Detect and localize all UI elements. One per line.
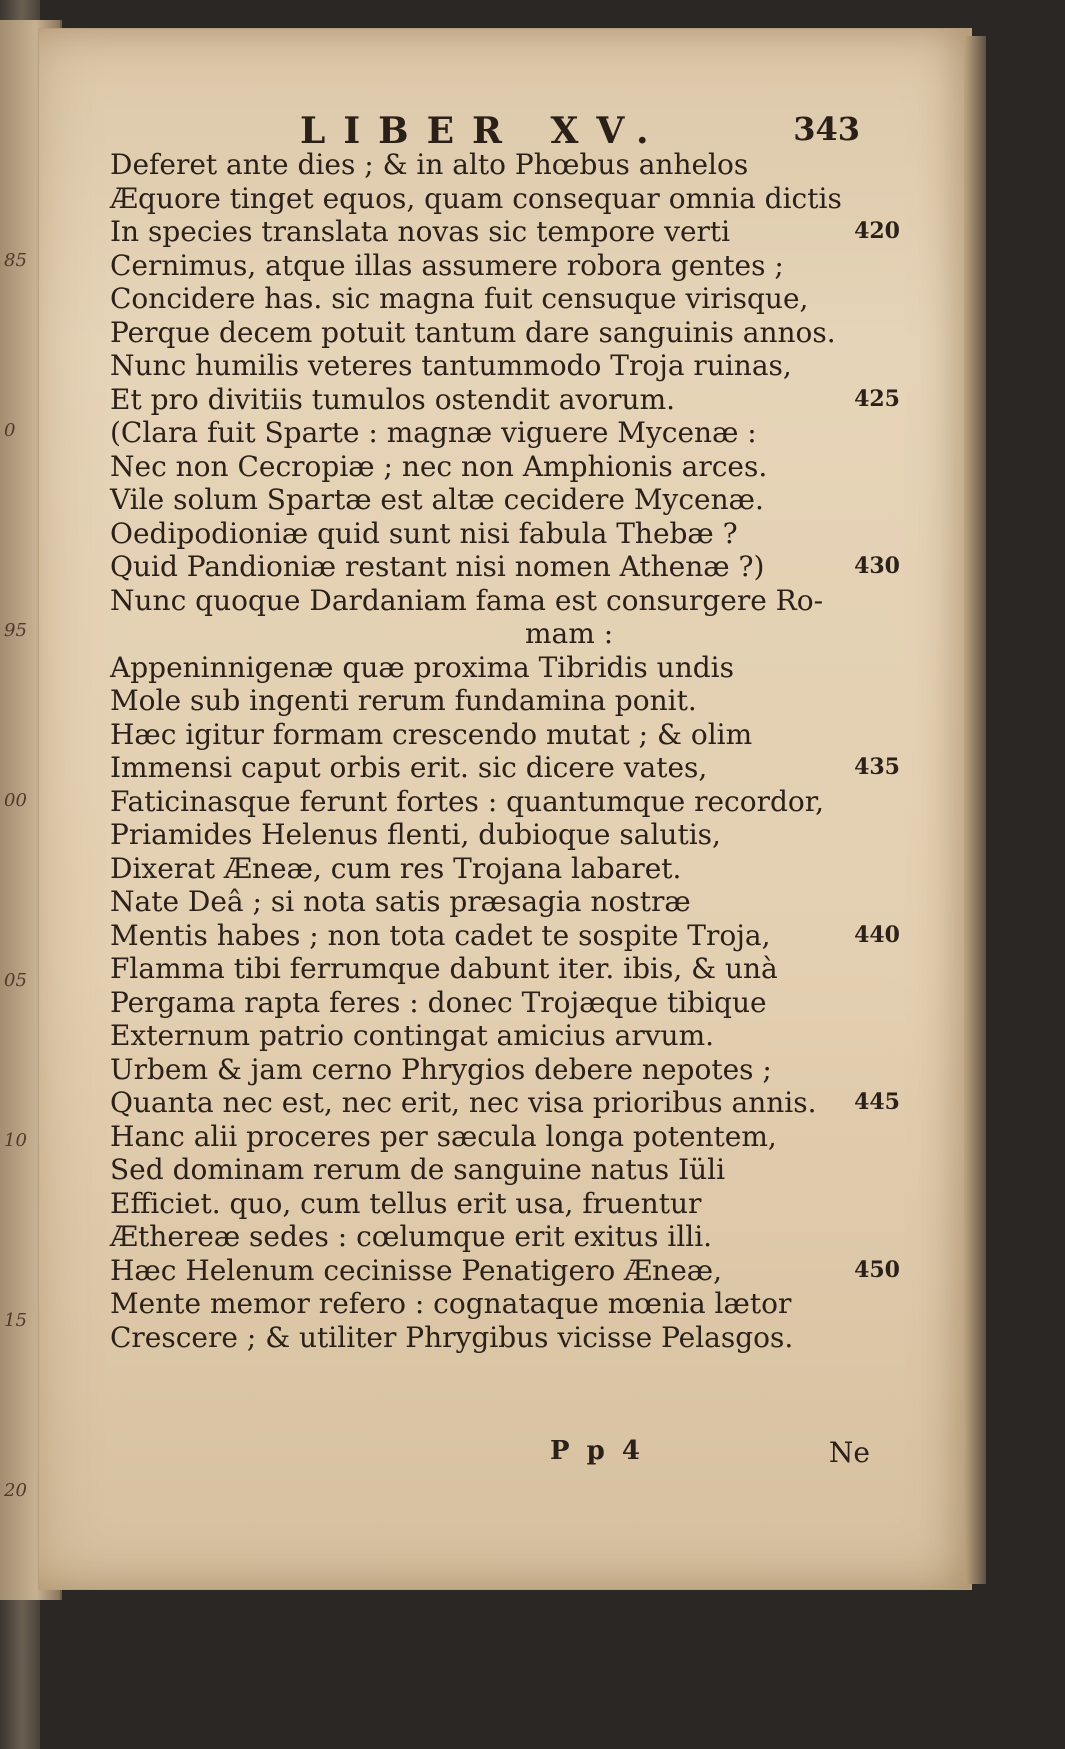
verse-line [110, 316, 890, 350]
verse-line [110, 718, 890, 752]
page-header [300, 110, 860, 150]
verse-line [110, 1019, 890, 1053]
verse-line [110, 450, 890, 484]
verse-line [110, 1287, 890, 1321]
verse-line [110, 483, 890, 517]
verse-text: Mentis habes ; non tota cadet te sospite Troja, [110, 918, 771, 952]
running-title: LIBER XV. [300, 110, 667, 152]
verse-text: Mole sub ingenti rerum fundamina ponit. [110, 684, 697, 717]
verse-text: Et pro divitiis tumulos ostendit avorum. [110, 382, 676, 416]
verse-line [110, 1153, 890, 1187]
verse-line [110, 416, 890, 450]
verse-line [110, 852, 890, 886]
verse-text: Dixerat Æneæ, cum res Trojana labaret. [110, 851, 682, 885]
catchword: Ne [828, 1436, 870, 1469]
verse-text: Oedipodioniæ quid sunt nisi fabula Thebæ ? [110, 516, 738, 550]
verse-text: Nec non Cecropiæ ; nec non Amphionis arces. [110, 449, 768, 483]
verse-line [110, 148, 890, 182]
verse-text: In species translata novas sic tempore verti [110, 215, 731, 248]
verse-text: Nunc humilis veteres tantummodo Troja ruinas, [110, 349, 792, 382]
verse-text: Crescere ; & utiliter Phrygibus vicisse Pelasgos. [110, 1320, 794, 1354]
verse-text: Flamma tibi ferrumque dabunt iter. ibis, & unà [110, 952, 778, 985]
margin-line-number: 15 [4, 1310, 27, 1331]
verse-text: Æquore tinget equos, quam consequar omnia dictis [110, 181, 842, 215]
verse-line [110, 282, 890, 316]
verse-line [110, 182, 890, 216]
verse-line [110, 918, 900, 953]
margin-line-number: 10 [4, 1130, 27, 1151]
line-number: 435 [854, 754, 900, 780]
margin-line-number: 05 [4, 970, 27, 991]
verse-line [110, 986, 890, 1020]
verse-line [110, 215, 900, 249]
verse-text: Nunc quoque Dardaniam fama est consurgere Ro- [110, 583, 824, 617]
verse-line [110, 382, 900, 417]
verse-text: Æthereæ sedes : cœlumque erit exitus illi. [110, 1220, 713, 1253]
line-number: 445 [854, 1089, 900, 1115]
line-number: 420 [854, 218, 900, 244]
verse-line [110, 584, 890, 618]
verse-line [110, 249, 890, 283]
page-number: 343 [793, 110, 860, 148]
verse-line [110, 952, 890, 986]
verse-line [110, 1086, 900, 1120]
verse-line [110, 1253, 900, 1288]
verse-line [110, 1053, 890, 1087]
verse-line [110, 785, 890, 819]
verse-line [110, 1120, 890, 1154]
verse-text-block [110, 148, 900, 1354]
verse-text: Concidere has. sic magna fuit censuque virisque, [110, 282, 809, 315]
verse-text: Quanta nec est, nec erit, nec visa prioribus annis. [110, 1086, 817, 1119]
verse-text: Vile solum Spartæ est altæ cecidere Mycenæ. [110, 483, 764, 516]
line-number: 430 [854, 553, 900, 579]
verse-line [110, 349, 890, 383]
margin-line-number: 0 [4, 420, 16, 441]
verse-line [110, 517, 890, 551]
verse-text: Quid Pandioniæ restant nisi nomen Athenæ ?) [110, 550, 765, 583]
verse-line [110, 617, 890, 651]
line-number: 425 [854, 385, 900, 412]
verse-text: Appeninnigenæ quæ proxima Tibridis undis [110, 650, 734, 684]
verse-line [110, 818, 890, 852]
verse-text: Sed dominam rerum de sanguine natus Iüli [110, 1153, 726, 1186]
verse-text: Hanc alii proceres per sæcula longa potentem, [110, 1119, 777, 1153]
margin-line-number: 85 [4, 250, 27, 271]
verse-text: Immensi caput orbis erit. sic dicere vates, [110, 751, 708, 784]
verse-text: Perque decem potuit tantum dare sanguinis annos. [110, 315, 836, 349]
verse-line [110, 550, 900, 584]
line-number: 440 [854, 921, 900, 948]
verse-text: (Clara fuit Sparte : magnæ viguere Mycenæ : [110, 416, 757, 449]
verse-text: Hæc igitur formam crescendo mutat ; & olim [110, 717, 753, 751]
line-number: 450 [854, 1256, 900, 1283]
page-fore-edge [964, 36, 986, 1584]
verse-line [110, 651, 890, 685]
verse-text: Deferet ante dies ; & in alto Phœbus anhelos [110, 148, 749, 181]
verse-text: Externum patrio contingat amicius arvum. [110, 1019, 715, 1052]
signature-mark: P p 4 [550, 1436, 644, 1466]
verse-line [110, 1187, 890, 1221]
verse-line [110, 751, 900, 785]
verse-line [110, 885, 890, 919]
verse-text: Faticinasque ferunt fortes : quantumque recordor, [110, 784, 824, 818]
verse-line [110, 1220, 890, 1254]
verse-text: Priamides Helenus flenti, dubioque salutis, [110, 818, 721, 851]
verse-text: Nate Deâ ; si nota satis præsagia nostræ [110, 885, 691, 918]
verse-text: Mente memor refero : cognataque mœnia lætor [110, 1287, 792, 1320]
verse-text: Hæc Helenum cecinisse Penatigero Æneæ, [110, 1253, 723, 1287]
page-footer [550, 1436, 870, 1476]
verse-text: Efficiet. quo, cum tellus erit usa, fruentur [110, 1186, 702, 1220]
verse-text: Pergama rapta feres : donec Trojæque tibique [110, 985, 767, 1019]
margin-line-number: 00 [4, 790, 27, 811]
verse-text: mam : [525, 617, 614, 650]
verse-text: Urbem & jam cerno Phrygios debere nepotes ; [110, 1052, 772, 1086]
verse-line [110, 684, 890, 718]
margin-line-number: 20 [4, 1480, 27, 1501]
verse-line [110, 1321, 890, 1355]
verse-text: Cernimus, atque illas assumere robora gentes ; [110, 248, 784, 282]
margin-line-number: 95 [4, 620, 27, 641]
